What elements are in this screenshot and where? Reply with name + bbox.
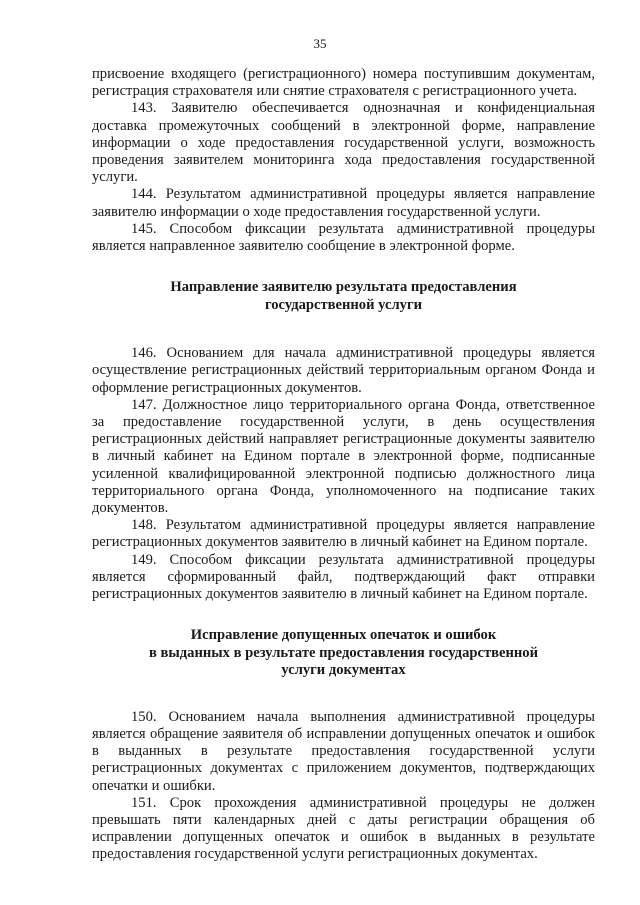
paragraph-continuation: присвоение входящего (регистрационного) номера поступившим документам, регистрация страхователя или снятие страхователя с регистрационного учета.: [92, 66, 595, 100]
paragraph-146: 146. Основанием для начала административной процедуры является осуществление регистрационных действий территориальным органом Фонда и оформление регистрационных документов.: [92, 345, 595, 396]
paragraph-149: 149. Способом фиксации результата административной процедуры является сформированный файл, подтверждающий факт отправки регистрационных документов заявителю в личный кабинет на Едином портале.: [92, 551, 595, 603]
paragraph-144: 144. Результатом административной процедуры является направление заявителю информации о ходе предоставления государственной услуги.: [92, 186, 595, 220]
page-number: 35: [313, 36, 327, 51]
spacer: [92, 314, 595, 345]
paragraph-150: 150. Основанием начала выполнения административной процедуры является обращение заявителя об исправлении допущенных опечаток и ошибок в выданных в результате предоставления государственной услуги регистрационных документах с приложением документов, подтверждающих опечатки и ошибки.: [92, 708, 595, 794]
spacer: [92, 255, 595, 279]
section-heading-result-delivery: Направление заявителю результата предоставления государственной услуги: [170, 279, 517, 313]
paragraph-148: 148. Результатом административной процедуры является направление регистрационных документов заявителю в личный кабинет на Едином портале.: [92, 517, 595, 551]
spacer: [92, 603, 595, 627]
paragraph-143: 143. Заявителю обеспечивается однозначная и конфиденциальная доставка промежуточных сообщений в электронной форме, направление информации о ходе предоставления государственной услуги, возможность проведения заявителем мониторинга хода предоставления государственной услуги.: [92, 100, 595, 186]
paragraph-151: 151. Срок прохождения административной процедуры не должен превышать пяти календарных дней с даты регистрации обращения об исправлении допущенных опечаток и ошибок в выданных в результате предоставления государственной услуги регистрационных документах.: [92, 794, 595, 863]
paragraph-147: 147. Должностное лицо территориального органа Фонда, ответственное за предоставление государственной услуги, в день осуществления регистрационных действий направляет регистрационные документы заявителю в личный кабинет на Едином портале в электронной форме, подписанные усиленной квалифицированной электронной подписью должностного лица территориального органа Фонда, уполномоченного на подписание таких документов.: [92, 396, 595, 517]
spacer: [92, 680, 595, 709]
section-heading-error-correction: Исправление допущенных опечаток и ошибок в выданных в результате предоставления государственной услуги документах: [148, 627, 539, 679]
paragraph-145: 145. Способом фиксации результата административной процедуры является направленное заявителю сообщение в электронной форме.: [92, 220, 595, 255]
document-body: [92, 66, 595, 864]
